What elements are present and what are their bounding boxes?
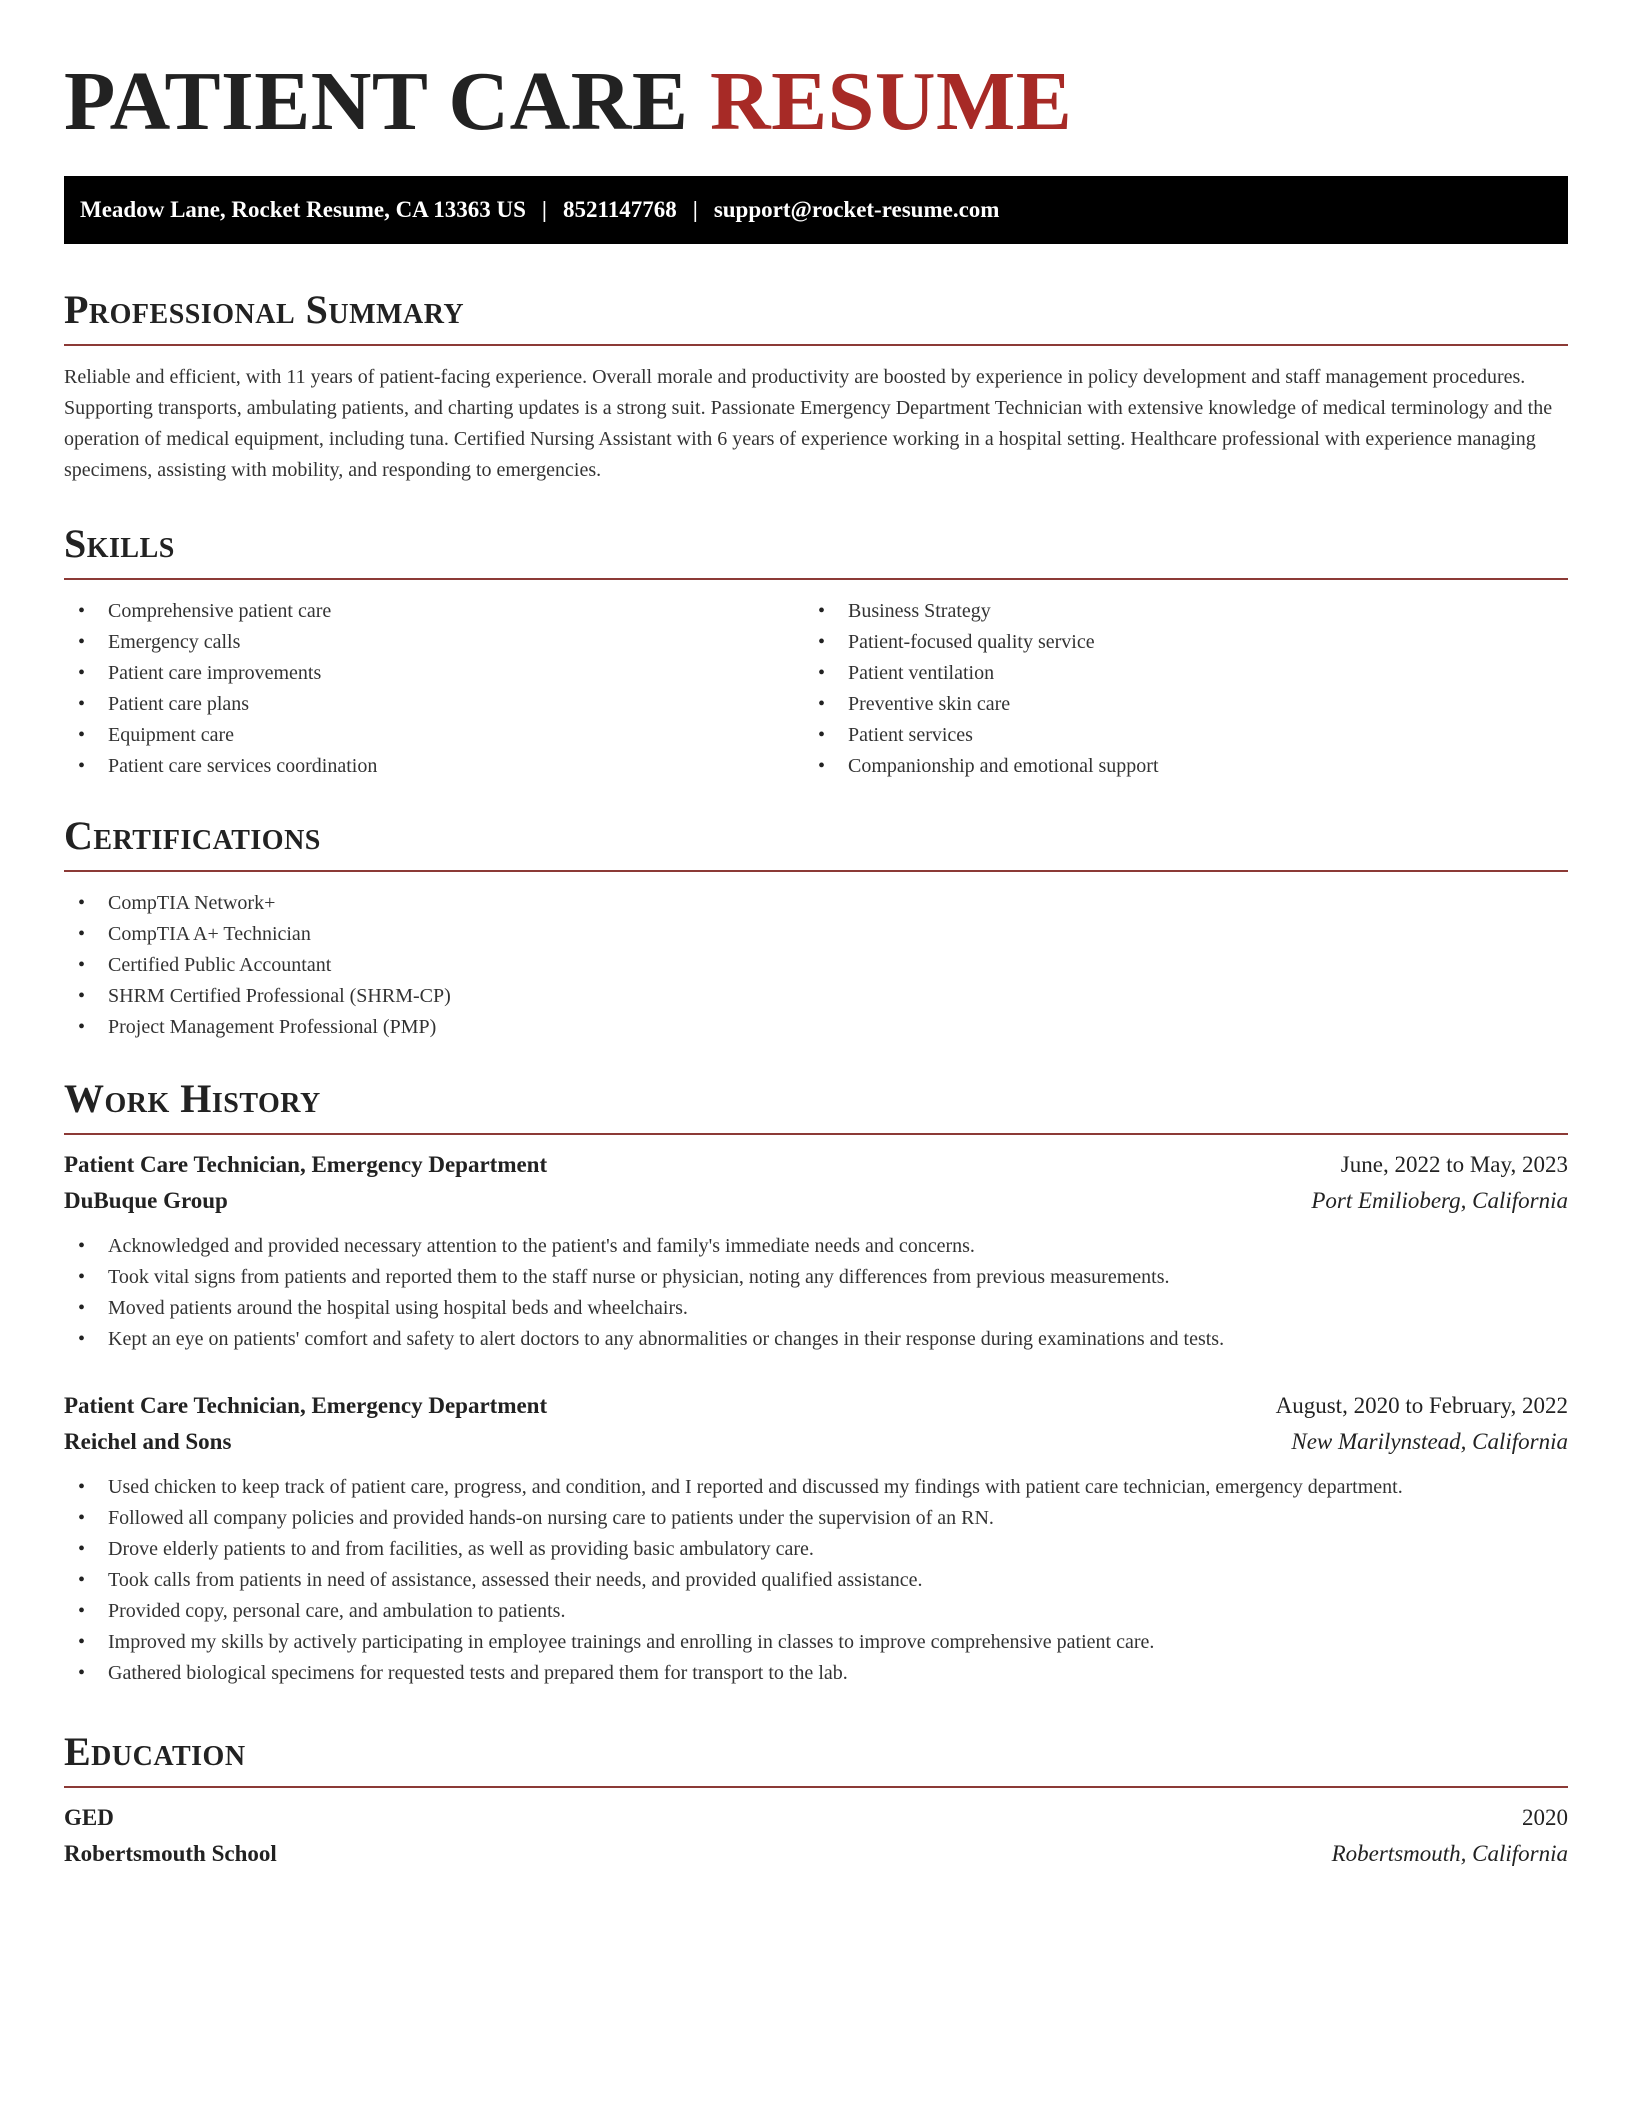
skill-item: • Equipment care xyxy=(64,720,804,751)
education-year: 2020 xyxy=(1522,1805,1568,1830)
job-company-row xyxy=(64,1183,1568,1219)
education-section xyxy=(64,1728,1568,1872)
education-heading: Education xyxy=(64,1729,246,1774)
section-divider xyxy=(64,344,1568,346)
job-header-row xyxy=(64,1388,1568,1424)
skills-heading: Skills xyxy=(64,521,175,566)
contact-separator: | xyxy=(541,197,547,222)
education-school: Robertsmouth School xyxy=(64,1841,277,1866)
certifications-list xyxy=(64,888,1568,1043)
job-duties-list xyxy=(64,1231,1568,1355)
section-divider xyxy=(64,1133,1568,1135)
summary-text: Reliable and efficient, with 11 years of patient-facing experience. Overall morale and productivity are boosted by experience in policy development and staff management procedures. Supporting transports, ambulating patients, and charting updates is a strong suit. Passionate Emergency Department Technician with extensive knowledge of medical terminology and the operation of medical equipment, including tuna. Certified Nursing Assistant with 6 years of experience working in a hospital setting. Healthcare professional with experience managing specimens, assisting with mobility, and responding to emergencies. xyxy=(64,366,1553,481)
job-company-row xyxy=(64,1424,1568,1460)
certifications-section xyxy=(64,812,1568,1043)
job-duty: • Gathered biological specimens for requested tests and prepared them for transport to the lab. xyxy=(64,1658,1568,1689)
job-title: Patient Care Technician, Emergency Department xyxy=(64,1152,548,1177)
job-duty: • Followed all company policies and provided hands-on nursing care to patients under the supervision of an RN. xyxy=(64,1503,1568,1534)
skill-item: • Patient services xyxy=(804,720,1544,751)
job-duty: • Used chicken to keep track of patient care, progress, and condition, and I reported and discussed my findings with patient care technician, emergency department. xyxy=(64,1472,1568,1503)
contact-separator: | xyxy=(692,197,698,222)
job-company: Reichel and Sons xyxy=(64,1429,232,1454)
skill-item: • Patient care improvements xyxy=(64,658,804,689)
skills-columns xyxy=(64,596,1568,782)
certifications-heading: Certifications xyxy=(64,813,321,858)
job-header-row xyxy=(64,1147,1568,1183)
skill-item: • Comprehensive patient care xyxy=(64,596,804,627)
skill-item: • Patient care services coordination xyxy=(64,751,804,782)
job-company: DuBuque Group xyxy=(64,1188,228,1213)
certification-item: • SHRM Certified Professional (SHRM-CP) xyxy=(64,981,1568,1012)
skills-section xyxy=(64,520,1568,782)
section-divider xyxy=(64,578,1568,580)
contact-phone[interactable]: 8521147768 xyxy=(563,197,677,222)
job-entry xyxy=(64,1147,1568,1355)
section-divider xyxy=(64,1786,1568,1788)
education-degree: GED xyxy=(64,1805,114,1830)
work-history-section xyxy=(64,1075,1568,1689)
job-title: Patient Care Technician, Emergency Department xyxy=(64,1393,548,1418)
work-history-heading: Work History xyxy=(64,1076,321,1121)
education-location: Robertsmouth, California xyxy=(1331,1841,1568,1866)
education-degree-row xyxy=(64,1800,1568,1836)
job-duty: • Took calls from patients in need of assistance, assessed their needs, and provided qualified assistance. xyxy=(64,1565,1568,1596)
education-entry xyxy=(64,1800,1568,1872)
job-duty: • Took vital signs from patients and reported them to the staff nurse or physician, noting any differences from previous measurements. xyxy=(64,1262,1568,1293)
skill-item: • Preventive skin care xyxy=(804,689,1544,720)
skills-list-right xyxy=(804,596,1544,782)
job-duty: • Acknowledged and provided necessary attention to the patient's and family's immediate needs and concerns. xyxy=(64,1231,1568,1262)
job-dates: June, 2022 to May, 2023 xyxy=(1340,1152,1568,1177)
certification-item: • Project Management Professional (PMP) xyxy=(64,1012,1568,1043)
skill-item: • Business Strategy xyxy=(804,596,1544,627)
summary-section xyxy=(64,286,1568,486)
summary-heading: Professional Summary xyxy=(64,287,465,332)
job-location: New Marilynstead, California xyxy=(1291,1429,1568,1454)
job-duty: • Kept an eye on patients' comfort and safety to alert doctors to any abnormalities or changes in their response during examinations and tests. xyxy=(64,1324,1568,1355)
job-duty: • Moved patients around the hospital using hospital beds and wheelchairs. xyxy=(64,1293,1568,1324)
skill-item: • Emergency calls xyxy=(64,627,804,658)
certification-item: • Certified Public Accountant xyxy=(64,950,1568,981)
job-duty: • Provided copy, personal care, and ambulation to patients. xyxy=(64,1596,1568,1627)
job-dates: August, 2020 to February, 2022 xyxy=(1275,1393,1568,1418)
job-duties-list xyxy=(64,1472,1568,1689)
education-school-row xyxy=(64,1836,1568,1872)
section-divider xyxy=(64,870,1568,872)
job-duty: • Improved my skills by actively participating in employee trainings and enrolling in classes to improve comprehensive patient care. xyxy=(64,1627,1568,1658)
title-main: PATIENT CARE xyxy=(64,55,689,148)
contact-email[interactable]: support@rocket-resume.com xyxy=(713,197,1000,222)
contact-address: Meadow Lane, Rocket Resume, CA 13363 US xyxy=(80,197,526,222)
skill-item: • Patient ventilation xyxy=(804,658,1544,689)
job-location: Port Emilioberg, California xyxy=(1311,1188,1568,1213)
contact-bar xyxy=(64,176,1568,244)
job-entry xyxy=(64,1388,1568,1689)
resume-title xyxy=(64,52,1072,152)
certification-item: • CompTIA A+ Technician xyxy=(64,919,1568,950)
skill-item: • Patient care plans xyxy=(64,689,804,720)
skill-item: • Patient-focused quality service xyxy=(804,627,1544,658)
job-duty: • Drove elderly patients to and from facilities, as well as providing basic ambulatory care. xyxy=(64,1534,1568,1565)
certification-item: • CompTIA Network+ xyxy=(64,888,1568,919)
skill-item: • Companionship and emotional support xyxy=(804,751,1544,782)
skills-list-left xyxy=(64,596,804,782)
title-accent: RESUME xyxy=(709,55,1073,148)
